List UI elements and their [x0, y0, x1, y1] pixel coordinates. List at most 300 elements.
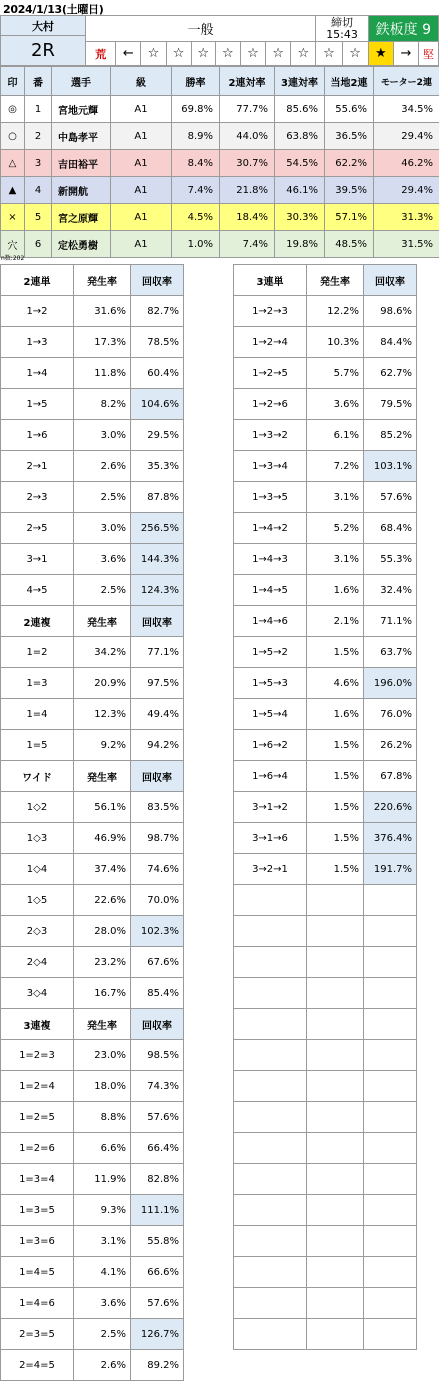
return-rate: 83.5%: [131, 792, 184, 823]
empty-row: [234, 1040, 417, 1071]
empty-cell: [307, 1319, 364, 1350]
return-rate: 70.0%: [131, 885, 184, 916]
return-rate: 78.5%: [131, 327, 184, 358]
return-rate: 29.5%: [131, 420, 184, 451]
racer-mark: ×: [1, 204, 25, 231]
empty-cell: [364, 1319, 417, 1350]
combination: 1→3→2: [234, 420, 307, 451]
return-rate: 98.5%: [131, 1040, 184, 1071]
header-name: 選手: [52, 67, 111, 96]
empty-cell: [307, 916, 364, 947]
hit-rate: 10.3%: [307, 327, 364, 358]
odds-row: [1, 792, 184, 823]
racer-cls: A1: [111, 96, 172, 123]
race-number: 2R: [1, 36, 86, 66]
return-rate: 98.6%: [364, 296, 417, 327]
racer-no: 1: [25, 96, 52, 123]
hit-rate: 3.0%: [74, 513, 131, 544]
odds-row: [1, 1288, 184, 1319]
racer-no: 6: [25, 231, 52, 258]
racer-win: 7.4%: [172, 177, 220, 204]
deadline-time: 15:43: [316, 29, 367, 41]
star-icon: ☆: [291, 42, 316, 66]
odds-row: [1, 730, 184, 761]
odds-row: [234, 296, 417, 327]
combination: 2◇3: [1, 916, 74, 947]
odds-row: [1, 916, 184, 947]
empty-row: [234, 1164, 417, 1195]
return-rate: 85.2%: [364, 420, 417, 451]
odds-row: [1, 1071, 184, 1102]
hit-rate: 2.5%: [74, 575, 131, 606]
odds-row: [1, 296, 184, 327]
empty-cell: [364, 978, 417, 1009]
racer-row: [1, 177, 439, 204]
empty-cell: [234, 1102, 307, 1133]
header-local-top2: 当地2連: [325, 67, 374, 96]
return-rate: 68.4%: [364, 513, 417, 544]
racer-r3: 19.8%: [275, 231, 325, 258]
return-rate: 89.2%: [131, 1350, 184, 1381]
racer-local2: 48.5%: [325, 231, 374, 258]
return-rate: 97.5%: [131, 668, 184, 699]
hit-rate: 18.0%: [74, 1071, 131, 1102]
empty-row: [234, 947, 417, 978]
header-top3-rate: 3連対率: [275, 67, 325, 96]
odds-row: [234, 606, 417, 637]
combination: 3→2→1: [234, 854, 307, 885]
empty-cell: [364, 1133, 417, 1164]
racer-cls: A1: [111, 204, 172, 231]
hit-rate: 16.7%: [74, 978, 131, 1009]
return-rate: 85.4%: [131, 978, 184, 1009]
racer-row: [1, 96, 439, 123]
return-rate: 62.7%: [364, 358, 417, 389]
return-rate-header: 回収率: [131, 606, 184, 637]
odds-row: [234, 730, 417, 761]
hit-rate: 6.1%: [307, 420, 364, 451]
hit-rate: 23.2%: [74, 947, 131, 978]
racer-local2: 55.6%: [325, 96, 374, 123]
combination: 3→1→2: [234, 792, 307, 823]
hit-rate-header: 発生率: [74, 606, 131, 637]
left-odds-table: [0, 264, 184, 1381]
odds-row: [1, 1226, 184, 1257]
header-no: 番: [25, 67, 52, 96]
hit-rate: 12.2%: [307, 296, 364, 327]
odds-row: [234, 327, 417, 358]
odds-row: [234, 637, 417, 668]
odds-row: [234, 389, 417, 420]
racer-r2: 44.0%: [220, 123, 275, 150]
race-header: [0, 15, 439, 66]
odds-row: [1, 482, 184, 513]
race-date: 2024/1/13(土曜日): [3, 1, 103, 17]
odds-row: [234, 699, 417, 730]
return-rate: 84.4%: [364, 327, 417, 358]
racer-mark: ▲: [1, 177, 25, 204]
hit-rate-header: 発生率: [307, 265, 364, 296]
combination: 1→4→3: [234, 544, 307, 575]
combination: 1→6: [1, 420, 74, 451]
racer-r2: 30.7%: [220, 150, 275, 177]
empty-row: [234, 1009, 417, 1040]
combination: 1=2=5: [1, 1102, 74, 1133]
empty-cell: [307, 1195, 364, 1226]
section-header: [1, 1009, 184, 1040]
return-rate: 82.8%: [131, 1164, 184, 1195]
return-rate: 57.6%: [131, 1102, 184, 1133]
empty-cell: [364, 1164, 417, 1195]
star-icon: ☆: [141, 42, 166, 66]
odds-row: [1, 1257, 184, 1288]
combination: 1=3=4: [1, 1164, 74, 1195]
racer-r3: 46.1%: [275, 177, 325, 204]
racer-r2: 21.8%: [220, 177, 275, 204]
return-rate: 67.6%: [131, 947, 184, 978]
combination: 3→1→6: [234, 823, 307, 854]
race-grade: 一般: [85, 16, 315, 42]
combination: 2◇4: [1, 947, 74, 978]
empty-row: [234, 1257, 417, 1288]
section-header: [1, 265, 184, 296]
combination: 2→5: [1, 513, 74, 544]
ara-label: 荒: [85, 42, 115, 66]
odds-row: [234, 544, 417, 575]
entry-table: [0, 66, 439, 258]
combination: 2→1: [1, 451, 74, 482]
hit-rate: 17.3%: [74, 327, 131, 358]
racer-row: [1, 150, 439, 177]
return-rate: 82.7%: [131, 296, 184, 327]
combination: 2→3: [1, 482, 74, 513]
hit-rate: 11.9%: [74, 1164, 131, 1195]
hit-rate: 46.9%: [74, 823, 131, 854]
bet-type-label: 2連複: [1, 606, 74, 637]
odds-row: [1, 668, 184, 699]
hit-rate-header: 発生率: [74, 1009, 131, 1040]
empty-row: [234, 1319, 417, 1350]
return-rate: 32.4%: [364, 575, 417, 606]
combination: 2=4=5: [1, 1350, 74, 1381]
odds-row: [1, 575, 184, 606]
racer-no: 4: [25, 177, 52, 204]
return-rate: 77.1%: [131, 637, 184, 668]
racer-no: 5: [25, 204, 52, 231]
venue-name: 大村: [1, 16, 86, 36]
odds-row: [1, 327, 184, 358]
racer-r3: 63.8%: [275, 123, 325, 150]
hit-rate: 2.1%: [307, 606, 364, 637]
combination: 1→3: [1, 327, 74, 358]
deadline-label: 締切: [316, 17, 367, 29]
racer-row: [1, 123, 439, 150]
empty-cell: [364, 1102, 417, 1133]
racer-motor2: 46.2%: [374, 150, 439, 177]
racer-win: 8.9%: [172, 123, 220, 150]
hit-rate: 4.6%: [307, 668, 364, 699]
hit-rate: 5.7%: [307, 358, 364, 389]
hit-rate: 28.0%: [74, 916, 131, 947]
racer-name: 宮地元輝: [52, 96, 111, 123]
odds-row: [1, 947, 184, 978]
empty-row: [234, 1226, 417, 1257]
empty-row: [234, 978, 417, 1009]
tetsuban-label: 鉄板度: [376, 22, 418, 38]
bet-type-label: 3連複: [1, 1009, 74, 1040]
racer-local2: 39.5%: [325, 177, 374, 204]
empty-row: [234, 1071, 417, 1102]
combination: 1◇4: [1, 854, 74, 885]
deadline: [316, 16, 368, 42]
hit-rate: 8.2%: [74, 389, 131, 420]
racer-local2: 57.1%: [325, 204, 374, 231]
racer-r2: 18.4%: [220, 204, 275, 231]
odds-row: [234, 823, 417, 854]
star-icon: ☆: [342, 42, 368, 66]
empty-cell: [364, 1195, 417, 1226]
empty-cell: [307, 947, 364, 978]
racer-r3: 85.6%: [275, 96, 325, 123]
racer-local2: 36.5%: [325, 123, 374, 150]
return-rate: 376.4%: [364, 823, 417, 854]
section-header: [1, 606, 184, 637]
combination: 3◇4: [1, 978, 74, 1009]
combination: 1=4=6: [1, 1288, 74, 1319]
sample-count: n数:202: [1, 253, 24, 262]
combination: 1=2=6: [1, 1133, 74, 1164]
hit-rate-header: 発生率: [74, 761, 131, 792]
empty-cell: [307, 978, 364, 1009]
hit-rate: 3.1%: [307, 482, 364, 513]
empty-cell: [364, 916, 417, 947]
racer-motor2: 29.4%: [374, 177, 439, 204]
combination: 1=5: [1, 730, 74, 761]
star-icon: ★: [368, 42, 393, 66]
odds-row: [1, 854, 184, 885]
empty-cell: [234, 1040, 307, 1071]
racer-row: [1, 231, 439, 258]
odds-row: [1, 1133, 184, 1164]
racer-win: 69.8%: [172, 96, 220, 123]
bet-type-label: 2連単: [1, 265, 74, 296]
empty-cell: [307, 1009, 364, 1040]
odds-row: [234, 761, 417, 792]
empty-cell: [307, 1133, 364, 1164]
hit-rate: 4.1%: [74, 1257, 131, 1288]
empty-cell: [307, 885, 364, 916]
return-rate: 55.3%: [364, 544, 417, 575]
racer-no: 3: [25, 150, 52, 177]
return-rate: 35.3%: [131, 451, 184, 482]
racer-motor2: 34.5%: [374, 96, 439, 123]
racer-name: 中島孝平: [52, 123, 111, 150]
return-rate: 104.6%: [131, 389, 184, 420]
odds-row: [234, 482, 417, 513]
combination: 1=4=5: [1, 1257, 74, 1288]
hit-rate: 1.6%: [307, 699, 364, 730]
hit-rate: 1.5%: [307, 792, 364, 823]
return-rate: 124.3%: [131, 575, 184, 606]
racer-mark: ○: [1, 123, 25, 150]
return-rate: 67.8%: [364, 761, 417, 792]
left-arrow-icon: ←: [116, 42, 141, 66]
return-rate-header: 回収率: [131, 1009, 184, 1040]
return-rate: 87.8%: [131, 482, 184, 513]
header-top2-rate: 2連対率: [220, 67, 275, 96]
section-header: [234, 265, 417, 296]
empty-cell: [364, 1009, 417, 1040]
odds-row: [1, 1102, 184, 1133]
odds-row: [1, 885, 184, 916]
hit-rate: 2.6%: [74, 451, 131, 482]
return-rate: 220.6%: [364, 792, 417, 823]
odds-row: [1, 451, 184, 482]
empty-cell: [234, 1071, 307, 1102]
odds-row: [1, 389, 184, 420]
ken-label: 堅: [419, 42, 439, 66]
combination: 1→6→4: [234, 761, 307, 792]
return-rate: 74.6%: [131, 854, 184, 885]
hit-rate: 2.5%: [74, 1319, 131, 1350]
hit-rate: 11.8%: [74, 358, 131, 389]
hit-rate: 2.6%: [74, 1350, 131, 1381]
empty-cell: [364, 947, 417, 978]
hit-rate: 3.1%: [307, 544, 364, 575]
odds-row: [1, 1195, 184, 1226]
odds-row: [234, 358, 417, 389]
racer-name: 吉田裕平: [52, 150, 111, 177]
odds-row: [234, 854, 417, 885]
odds-row: [1, 544, 184, 575]
return-rate: 79.5%: [364, 389, 417, 420]
racer-name: 宮之原輝: [52, 204, 111, 231]
combination: 1→2→3: [234, 296, 307, 327]
odds-row: [234, 792, 417, 823]
combination: 1→5: [1, 389, 74, 420]
empty-cell: [307, 1288, 364, 1319]
odds-row: [1, 978, 184, 1009]
combination: 4→5: [1, 575, 74, 606]
return-rate: 57.6%: [131, 1288, 184, 1319]
racer-r2: 77.7%: [220, 96, 275, 123]
return-rate: 111.1%: [131, 1195, 184, 1226]
combination: 1→4→5: [234, 575, 307, 606]
odds-row: [234, 575, 417, 606]
combination: 1→4→6: [234, 606, 307, 637]
odds-row: [234, 513, 417, 544]
return-rate: 26.2%: [364, 730, 417, 761]
hit-rate: 9.2%: [74, 730, 131, 761]
combination: 1→5→4: [234, 699, 307, 730]
racer-mark: △: [1, 150, 25, 177]
hit-rate: 5.2%: [307, 513, 364, 544]
combination: 1=2: [1, 637, 74, 668]
odds-row: [1, 1164, 184, 1195]
racer-mark: ◎: [1, 96, 25, 123]
combination: 1→2: [1, 296, 74, 327]
hit-rate: 1.5%: [307, 761, 364, 792]
return-rate: 196.0%: [364, 668, 417, 699]
header-class: 級: [111, 67, 172, 96]
hit-rate: 9.3%: [74, 1195, 131, 1226]
hit-rate: 1.5%: [307, 823, 364, 854]
tetsuban-score: [368, 16, 438, 42]
hit-rate: 1.6%: [307, 575, 364, 606]
return-rate: 66.6%: [131, 1257, 184, 1288]
racer-win: 1.0%: [172, 231, 220, 258]
return-rate: 102.3%: [131, 916, 184, 947]
return-rate: 49.4%: [131, 699, 184, 730]
racer-cls: A1: [111, 231, 172, 258]
star-icon: ☆: [316, 42, 342, 66]
return-rate: 71.1%: [364, 606, 417, 637]
combination: 1◇3: [1, 823, 74, 854]
combination: 1=3=5: [1, 1195, 74, 1226]
return-rate: 63.7%: [364, 637, 417, 668]
odds-row: [1, 1040, 184, 1071]
odds-row: [1, 1319, 184, 1350]
return-rate: 57.6%: [364, 482, 417, 513]
return-rate: 126.7%: [131, 1319, 184, 1350]
hit-rate: 31.6%: [74, 296, 131, 327]
racer-no: 2: [25, 123, 52, 150]
hit-rate: 6.6%: [74, 1133, 131, 1164]
return-rate: 94.2%: [131, 730, 184, 761]
return-rate-header: 回収率: [131, 265, 184, 296]
empty-cell: [364, 1288, 417, 1319]
empty-cell: [307, 1257, 364, 1288]
return-rate: 76.0%: [364, 699, 417, 730]
empty-row: [234, 1288, 417, 1319]
empty-cell: [364, 1226, 417, 1257]
empty-cell: [234, 978, 307, 1009]
return-rate: 98.7%: [131, 823, 184, 854]
odds-row: [234, 668, 417, 699]
bet-type-label: 3連単: [234, 265, 307, 296]
empty-cell: [307, 1071, 364, 1102]
bet-type-label: ワイド: [1, 761, 74, 792]
hit-rate: 37.4%: [74, 854, 131, 885]
hit-rate: 3.6%: [307, 389, 364, 420]
odds-row: [1, 699, 184, 730]
return-rate: 74.3%: [131, 1071, 184, 1102]
racer-r3: 30.3%: [275, 204, 325, 231]
header-win-rate: 勝率: [172, 67, 220, 96]
hit-rate: 3.6%: [74, 1288, 131, 1319]
odds-row: [1, 513, 184, 544]
header-motor-top2: モーター2連: [374, 67, 439, 96]
combination: 1→5→3: [234, 668, 307, 699]
empty-cell: [234, 1257, 307, 1288]
header-mark: 印: [1, 67, 25, 96]
empty-cell: [234, 885, 307, 916]
hit-rate: 2.5%: [74, 482, 131, 513]
hit-rate: 20.9%: [74, 668, 131, 699]
combination: 1=3=6: [1, 1226, 74, 1257]
racer-cls: A1: [111, 177, 172, 204]
racer-win: 4.5%: [172, 204, 220, 231]
empty-cell: [234, 1133, 307, 1164]
hit-rate: 22.6%: [74, 885, 131, 916]
star-icon: ☆: [191, 42, 215, 66]
star-icon: ☆: [266, 42, 291, 66]
empty-row: [234, 1133, 417, 1164]
empty-cell: [307, 1102, 364, 1133]
racer-cls: A1: [111, 123, 172, 150]
odds-row: [1, 1350, 184, 1381]
combination: 1→5→2: [234, 637, 307, 668]
